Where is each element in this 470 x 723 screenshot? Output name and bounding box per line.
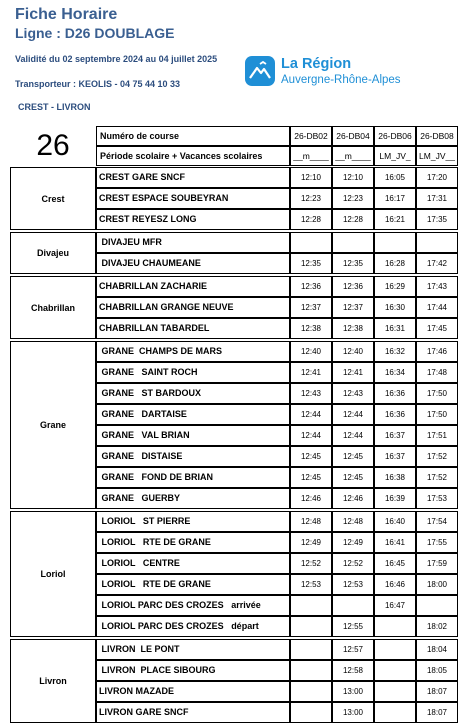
table-row (96, 446, 460, 467)
time-cell (290, 639, 332, 660)
table-row (96, 318, 460, 339)
time-cell (416, 232, 458, 253)
mountain-logo-icon (245, 56, 275, 86)
time-cell: 12:52 (332, 553, 374, 574)
time-cell: 18:07 (416, 681, 458, 702)
time-cell: 17:20 (416, 167, 458, 188)
time-cell: 12:48 (290, 511, 332, 532)
time-cell: 12:36 (290, 276, 332, 297)
table-row (96, 532, 460, 553)
time-cell (374, 616, 416, 637)
time-cell: 18:05 (416, 660, 458, 681)
time-cell (374, 702, 416, 723)
stop-name (96, 681, 290, 702)
stop-name-text: LORIOL PARC DES CROZES (99, 600, 224, 610)
time-cell (374, 660, 416, 681)
period-row-label: Période scolaire + Vacances scolaires (96, 146, 290, 166)
time-cell (416, 595, 458, 616)
stop-name-text: DIVAJEU MFR (99, 237, 162, 247)
time-cell: 16:36 (374, 383, 416, 404)
period-row-cell: __m____ (290, 146, 332, 166)
time-cell: 18:02 (416, 616, 458, 637)
time-cell: 12:48 (332, 511, 374, 532)
table-row (96, 681, 460, 702)
stop-name (96, 167, 290, 188)
stop-direction-note: départ (223, 621, 259, 631)
stop-name-text: CREST GARE SNCF (99, 172, 186, 182)
stop-name-text: CREST ESPACE SOUBEYRAN (99, 193, 229, 203)
stop-name-text: CHABRILLAN GRANGE NEUVE (99, 302, 234, 312)
stop-name (96, 253, 290, 274)
table-row (96, 232, 460, 253)
table-row (96, 467, 460, 488)
route-direction: CREST - LIVRON (18, 102, 91, 112)
time-cell: 12:45 (332, 467, 374, 488)
table-row (96, 341, 460, 362)
time-cell: 17:35 (416, 209, 458, 230)
time-cell: 18:07 (416, 702, 458, 723)
time-cell (290, 616, 332, 637)
table-row (96, 383, 460, 404)
town-label: Chabrillan (10, 276, 96, 339)
stop-name (96, 318, 290, 339)
time-cell: 12:23 (290, 188, 332, 209)
time-cell: 16:31 (374, 318, 416, 339)
period-row-cell: LM_JV__ (416, 146, 458, 166)
table-row (96, 574, 460, 595)
time-cell (290, 660, 332, 681)
time-cell: 16:37 (374, 446, 416, 467)
table-row (96, 253, 460, 274)
town-label: Grane (10, 341, 96, 509)
time-cell: 16:05 (374, 167, 416, 188)
stop-name (96, 297, 290, 318)
stop-name (96, 553, 290, 574)
table-row (96, 404, 460, 425)
region-name: La Région (281, 56, 352, 72)
table-row (96, 660, 460, 681)
stop-name (96, 446, 290, 467)
region-logo (245, 56, 405, 90)
time-cell: 16:17 (374, 188, 416, 209)
course-number-row-cell: 26-DB04 (332, 126, 374, 146)
time-cell: 17:42 (416, 253, 458, 274)
time-cell: 12:40 (290, 341, 332, 362)
course-number-row-cell: 26-DB06 (374, 126, 416, 146)
time-cell: 17:52 (416, 467, 458, 488)
time-cell: 16:28 (374, 253, 416, 274)
stop-name (96, 574, 290, 595)
time-cell: 12:49 (332, 532, 374, 553)
stop-name (96, 702, 290, 723)
time-cell: 12:55 (332, 616, 374, 637)
stop-name-text: DIVAJEU CHAUMEANE (99, 258, 201, 268)
stop-name-text: LORIOL PARC DES CROZES (99, 621, 224, 631)
stop-name-text: LORIOL ST PIERRE (99, 516, 191, 526)
time-cell: 12:45 (332, 446, 374, 467)
page-title: Fiche Horaire (15, 6, 118, 23)
stop-name (96, 488, 290, 509)
time-cell: 16:37 (374, 425, 416, 446)
table-row (96, 595, 460, 616)
time-cell: 12:45 (290, 467, 332, 488)
stop-name (96, 616, 290, 637)
stop-name-text: GRANE DARTAISE (99, 409, 187, 419)
town-label: Divajeu (10, 232, 96, 274)
time-cell: 16:38 (374, 467, 416, 488)
time-cell: 12:37 (290, 297, 332, 318)
table-row (96, 188, 460, 209)
stop-name (96, 595, 290, 616)
stop-name (96, 511, 290, 532)
time-cell: 18:04 (416, 639, 458, 660)
period-row-cell: LM_JV_ (374, 146, 416, 166)
time-cell (374, 681, 416, 702)
time-cell: 12:41 (332, 362, 374, 383)
stop-name (96, 425, 290, 446)
stop-name-text: LORIOL RTE DE GRANE (99, 537, 211, 547)
time-cell: 12:44 (290, 404, 332, 425)
time-cell: 12:23 (332, 188, 374, 209)
time-cell: 17:51 (416, 425, 458, 446)
time-cell: 12:43 (290, 383, 332, 404)
time-cell: 12:44 (332, 425, 374, 446)
time-cell: 12:40 (332, 341, 374, 362)
time-cell: 17:48 (416, 362, 458, 383)
route-number: 26 (36, 129, 70, 162)
time-cell: 17:44 (416, 297, 458, 318)
table-row (96, 276, 460, 297)
stop-name-text: GRANE FOND DE BRIAN (99, 472, 214, 482)
table-row (96, 488, 460, 509)
time-cell: 17:55 (416, 532, 458, 553)
stop-name-text: LIVRON PLACE SIBOURG (99, 665, 216, 675)
stop-name-text: LORIOL CENTRE (99, 558, 180, 568)
time-cell: 17:52 (416, 446, 458, 467)
time-cell: 17:31 (416, 188, 458, 209)
stop-name-text: CHABRILLAN TABARDEL (99, 323, 210, 333)
time-cell: 18:00 (416, 574, 458, 595)
town-label: Crest (10, 167, 96, 230)
time-cell: 12:36 (332, 276, 374, 297)
time-cell: 12:45 (290, 446, 332, 467)
table-row (96, 209, 460, 230)
time-cell (290, 681, 332, 702)
table-row (96, 702, 460, 723)
time-cell: 12:41 (290, 362, 332, 383)
time-cell (332, 232, 374, 253)
time-cell: 12:37 (332, 297, 374, 318)
table-row (96, 425, 460, 446)
time-cell: 17:50 (416, 383, 458, 404)
time-cell: 17:54 (416, 511, 458, 532)
stop-name-text: GRANE DISTAISE (99, 451, 183, 461)
time-cell: 12:35 (332, 253, 374, 274)
time-cell: 12:44 (290, 425, 332, 446)
time-cell (374, 232, 416, 253)
transporter-info: Transporteur : KEOLIS - 04 75 44 10 33 (15, 79, 181, 89)
stop-name (96, 404, 290, 425)
stop-name-text: GRANE VAL BRIAN (99, 430, 190, 440)
time-cell: 12:52 (290, 553, 332, 574)
time-cell: 17:46 (416, 341, 458, 362)
time-cell: 16:41 (374, 532, 416, 553)
time-cell (290, 702, 332, 723)
time-cell: 17:45 (416, 318, 458, 339)
time-cell: 16:46 (374, 574, 416, 595)
time-cell: 12:53 (332, 574, 374, 595)
stop-name (96, 341, 290, 362)
time-cell: 12:28 (332, 209, 374, 230)
time-cell: 12:44 (332, 404, 374, 425)
time-cell (332, 595, 374, 616)
time-cell: 12:49 (290, 532, 332, 553)
table-row (96, 616, 460, 637)
time-cell: 12:57 (332, 639, 374, 660)
time-cell: 12:58 (332, 660, 374, 681)
stop-name-text: CREST REYESZ LONG (99, 214, 197, 224)
stop-name (96, 276, 290, 297)
table-row (96, 553, 460, 574)
stop-name-text: LIVRON LE PONT (99, 644, 180, 654)
stop-name (96, 232, 290, 253)
time-cell: 12:46 (332, 488, 374, 509)
stop-name-text: LORIOL RTE DE GRANE (99, 579, 211, 589)
time-cell: 12:38 (290, 318, 332, 339)
stop-name-text: GRANE GUERBY (99, 493, 181, 503)
time-cell: 17:59 (416, 553, 458, 574)
stop-name (96, 362, 290, 383)
stop-name (96, 532, 290, 553)
table-row (96, 297, 460, 318)
stop-name-text: GRANE ST BARDOUX (99, 388, 202, 398)
stop-name (96, 383, 290, 404)
stop-name (96, 660, 290, 681)
town-label: Livron (10, 639, 96, 723)
region-subtitle: Auvergne-Rhône-Alpes (281, 74, 401, 86)
time-cell: 12:10 (290, 167, 332, 188)
stop-name (96, 188, 290, 209)
course-number-row-cell: 26-DB08 (416, 126, 458, 146)
stop-direction-note: arrivée (223, 600, 261, 610)
time-cell: 16:21 (374, 209, 416, 230)
time-cell: 16:30 (374, 297, 416, 318)
time-cell: 13:00 (332, 681, 374, 702)
time-cell: 16:36 (374, 404, 416, 425)
time-cell: 12:53 (290, 574, 332, 595)
time-cell: 12:46 (290, 488, 332, 509)
time-cell: 12:38 (332, 318, 374, 339)
time-cell: 16:39 (374, 488, 416, 509)
stop-name (96, 467, 290, 488)
course-number-row-label: Numéro de course (96, 126, 290, 146)
period-row (96, 146, 460, 166)
table-row (96, 362, 460, 383)
time-cell: 12:35 (290, 253, 332, 274)
time-cell: 17:53 (416, 488, 458, 509)
stop-name (96, 209, 290, 230)
time-cell: 16:32 (374, 341, 416, 362)
time-cell: 13:00 (332, 702, 374, 723)
validity-period: Validité du 02 septembre 2024 au 04 juillet 2025 (15, 54, 218, 64)
time-cell: 16:29 (374, 276, 416, 297)
table-row (96, 511, 460, 532)
time-cell: 16:45 (374, 553, 416, 574)
stop-name-text: LIVRON GARE SNCF (99, 707, 189, 717)
table-row (96, 639, 460, 660)
time-cell (290, 232, 332, 253)
period-row-cell: __m____ (332, 146, 374, 166)
time-cell (290, 595, 332, 616)
time-cell: 17:43 (416, 276, 458, 297)
stop-name-text: CHABRILLAN ZACHARIE (99, 281, 207, 291)
time-cell: 12:43 (332, 383, 374, 404)
stop-name (96, 639, 290, 660)
stop-name-text: LIVRON MAZADE (99, 686, 174, 696)
time-cell: 16:34 (374, 362, 416, 383)
time-cell (374, 639, 416, 660)
time-cell: 16:40 (374, 511, 416, 532)
time-cell: 16:47 (374, 595, 416, 616)
course-number-row (96, 126, 460, 146)
table-row (96, 167, 460, 188)
time-cell: 12:28 (290, 209, 332, 230)
town-label: Loriol (10, 511, 96, 637)
time-cell: 12:10 (332, 167, 374, 188)
line-name: Ligne : D26 DOUBLAGE (15, 25, 175, 41)
course-number-row-cell: 26-DB02 (290, 126, 332, 146)
stop-name-text: GRANE SAINT ROCH (99, 367, 198, 377)
stop-name-text: GRANE CHAMPS DE MARS (99, 346, 223, 356)
time-cell: 17:50 (416, 404, 458, 425)
